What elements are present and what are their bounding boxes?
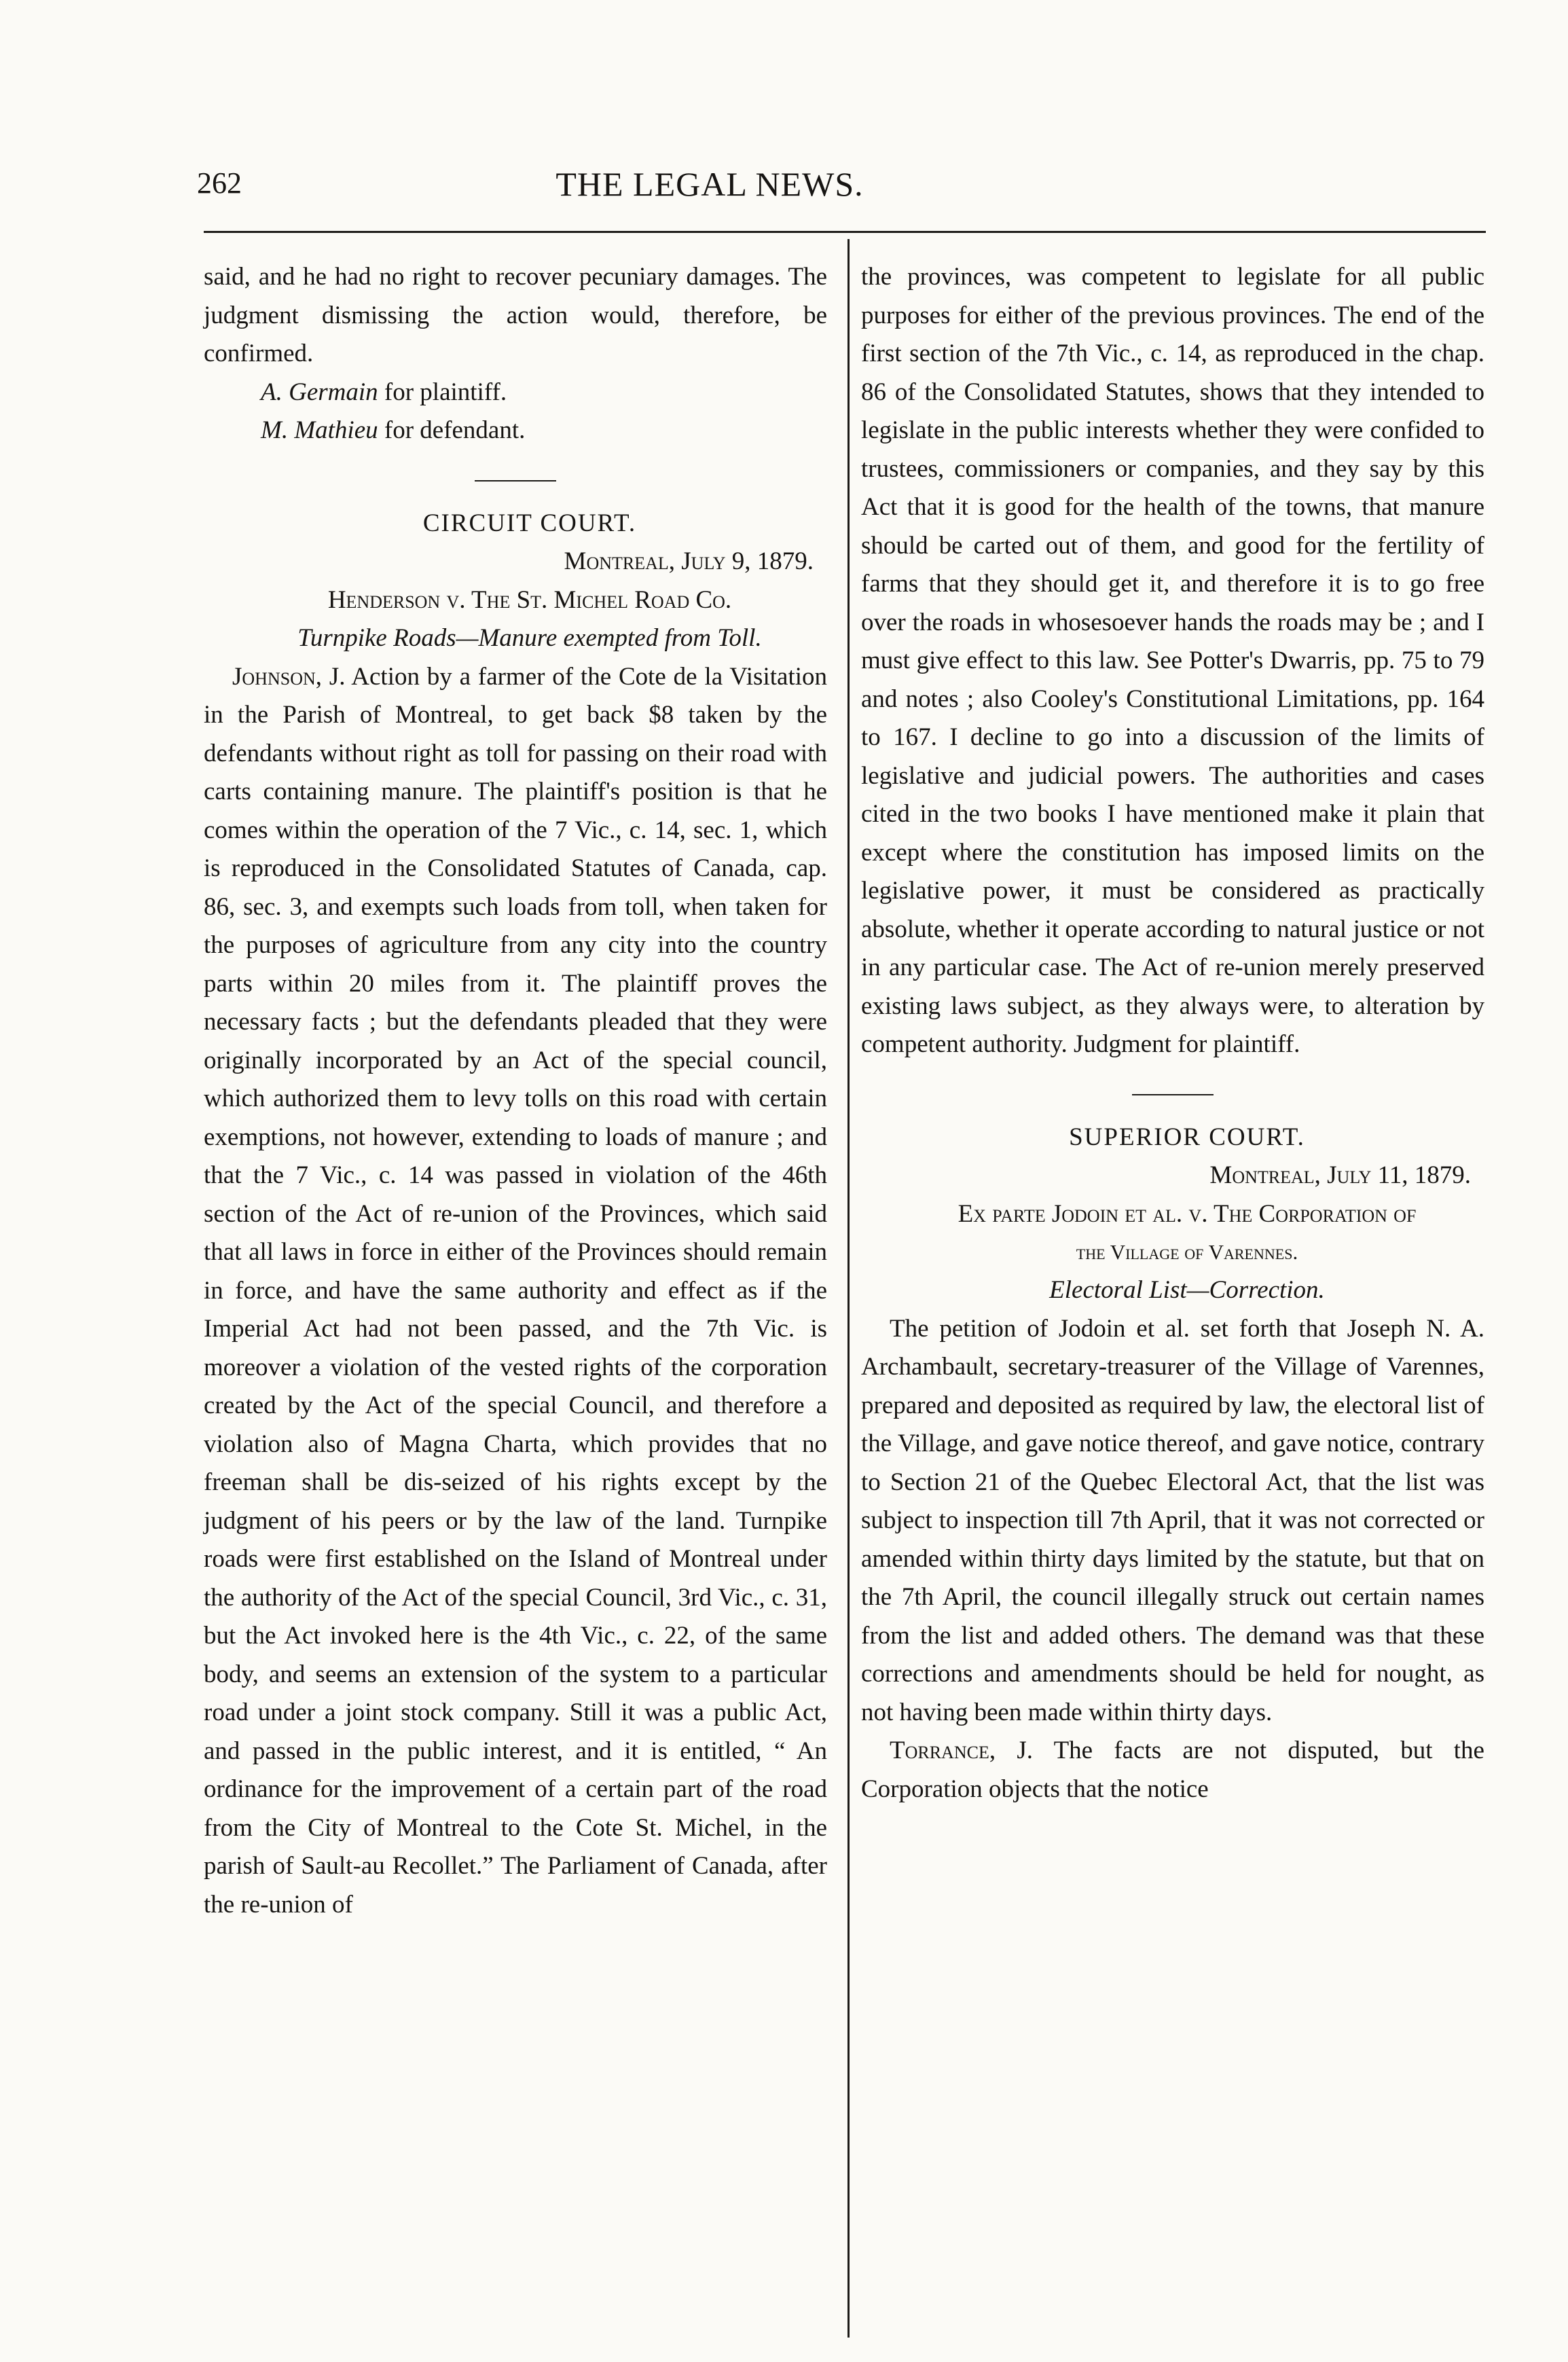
dateline: Montreal, July 11, 1879. (1209, 1161, 1471, 1189)
judge-name: Johnson, J. (232, 662, 346, 691)
counsel-defendant (204, 412, 827, 450)
section-separator (1132, 1094, 1214, 1095)
counsel-plaintiff-name: A. Germain (261, 378, 378, 406)
dateline: Montreal, July 9, 1879. (564, 547, 814, 575)
case-subject: Electoral List—Correction. (1049, 1276, 1325, 1304)
petition-paragraph: The petition of Jodoin et al. set forth that Joseph N. A. Archambault, secretary-treasurer of the Village of Varennes, prepared and deposited as required by law, the electoral list of the Village, and gave notice thereof, and gave notice, contrary to Section 21 of the Quebec Electoral Act, that the list was subject to inspection till 7th April, that it was not corrected or amended within thirty days limited by the statute, but that on the 7th April, the council illegally struck out certain names from the list and added others. The demand was that these corrections and amendments should be held for nought, as not having been made within thirty days. (861, 1314, 1484, 1726)
case-subject: Turnpike Roads—Manure exempted from Toll. (297, 624, 762, 652)
counsel-plaintiff-role: for plaintiff. (378, 378, 507, 406)
judgment-paragraph (861, 1732, 1484, 1809)
judgment-text: The facts are not disputed, but the Corporation objects that the notice (861, 1737, 1484, 1803)
court-heading: CIRCUIT COURT. (422, 509, 637, 537)
page-number: 262 (197, 166, 242, 200)
carryover-paragraph: said, and he had no right to recover pecuniary damages. The judgment dismissing the action would, therefore, be confirmed. (204, 263, 827, 367)
judgment-text: Action by a farmer of the Cote de la Visitation in the Parish of Montreal, to get back $8 taken by the defendants without right as toll for passing on their road with carts containing manure. The plaintiff's position is that he comes within the operation of the 7 Vic., c. 14, sec. 1, which is reproduced in the Consolidated Statutes of Canada, cap. 86, sec. 3, and exempts such loads from toll, when taken for the purposes of agriculture from any city into the country parts within 20 miles from it. The plaintiff proves the necessary facts ; but the defendants pleaded that they were originally incorporated by an Act of the special council, which authorized them to levy tolls on this road with certain exemptions, not however, extending to loads of manure ; and that the 7 Vic., c. 14 was passed in violation of the 46th section of the Act of re-union of the Provinces, which said that all laws in force in either of the Provinces should remain in force, and have the same authority and effect as if the Imperial Act had not been passed, and the 7th Vic. is moreover a violation of the vested rights of the corporation created by the Act of the special Council, and therefore a violation also of Magna Charta, which provides that no freeman shall be dis-seized of his rights except by the judgment of his peers or by the law of the land. Turnpike roads were first established on the Island of Montreal under the authority of the Act of the special Council, 3rd Vic., c. 31, but the Act invoked here is the 4th Vic., c. 22, of the same body, and seems an extension of the system to a particular road under a joint stock company. Still it was a public Act, and passed in the public interest, and it is entitled, “ An ordinance for the improvement of a certain part of the road from the City of Montreal to the Cote St. Michel, in the parish of Sault-au Recollet.” The Parliament of Canada, after the re-union of (204, 662, 827, 1919)
counsel-plaintiff (204, 374, 827, 412)
court-heading: SUPERIOR COURT. (1069, 1123, 1305, 1151)
section-separator (475, 480, 556, 482)
right-column (861, 258, 1484, 1809)
case-title: Henderson v. The St. Michel Road Co. (327, 585, 732, 614)
counsel-defendant-role: for defendant. (378, 416, 526, 444)
continuation-paragraph: the provinces, was competent to legislate for all public purposes for either of the previous provinces. The end of the first section of the 7th Vic., c. 14, as reproduced in the chap. 86 of the Consolidated Statutes, shows that they intended to legislate in the public interests whether they were confided to trustees, commissioners or companies, and they say by this Act that it is good for the health of the towns, that manure should be carted out of them, and good for the fertility of farms that they should get it, and therefore it is to go free over the roads in whosesoever hands the roads may be ; and I must give effect to this law. See Potter's Dwarris, pp. 75 to 79 and notes ; also Cooley's Constitutional Limitations, pp. 164 to 167. I decline to go into a discussion of the limits of legislative and judicial powers. The authorities and cases cited in the two books I have mentioned make it plain that except where the constitution has imposed limits on the legislative power, it must be considered as practically absolute, whether it operate according to natural justice or not in any particular case. The Act of re-union merely preserved existing laws subject, as they always were, to alteration by competent authority. Judgment for plaintiff. (861, 263, 1484, 1058)
left-column (204, 258, 827, 1924)
header-rule (204, 231, 1486, 233)
running-title: THE LEGAL NEWS. (555, 165, 864, 203)
judge-name: Torrance, J. (890, 1737, 1033, 1764)
column-divider (847, 239, 850, 2338)
case-title-line-1: Ex parte Jodoin et al. v. The Corporation of (958, 1199, 1417, 1228)
counsel-defendant-name: M. Mathieu (261, 416, 378, 444)
judgment-paragraph (204, 658, 827, 1925)
case-title-line-2: the Village of Varennes. (1076, 1240, 1298, 1264)
